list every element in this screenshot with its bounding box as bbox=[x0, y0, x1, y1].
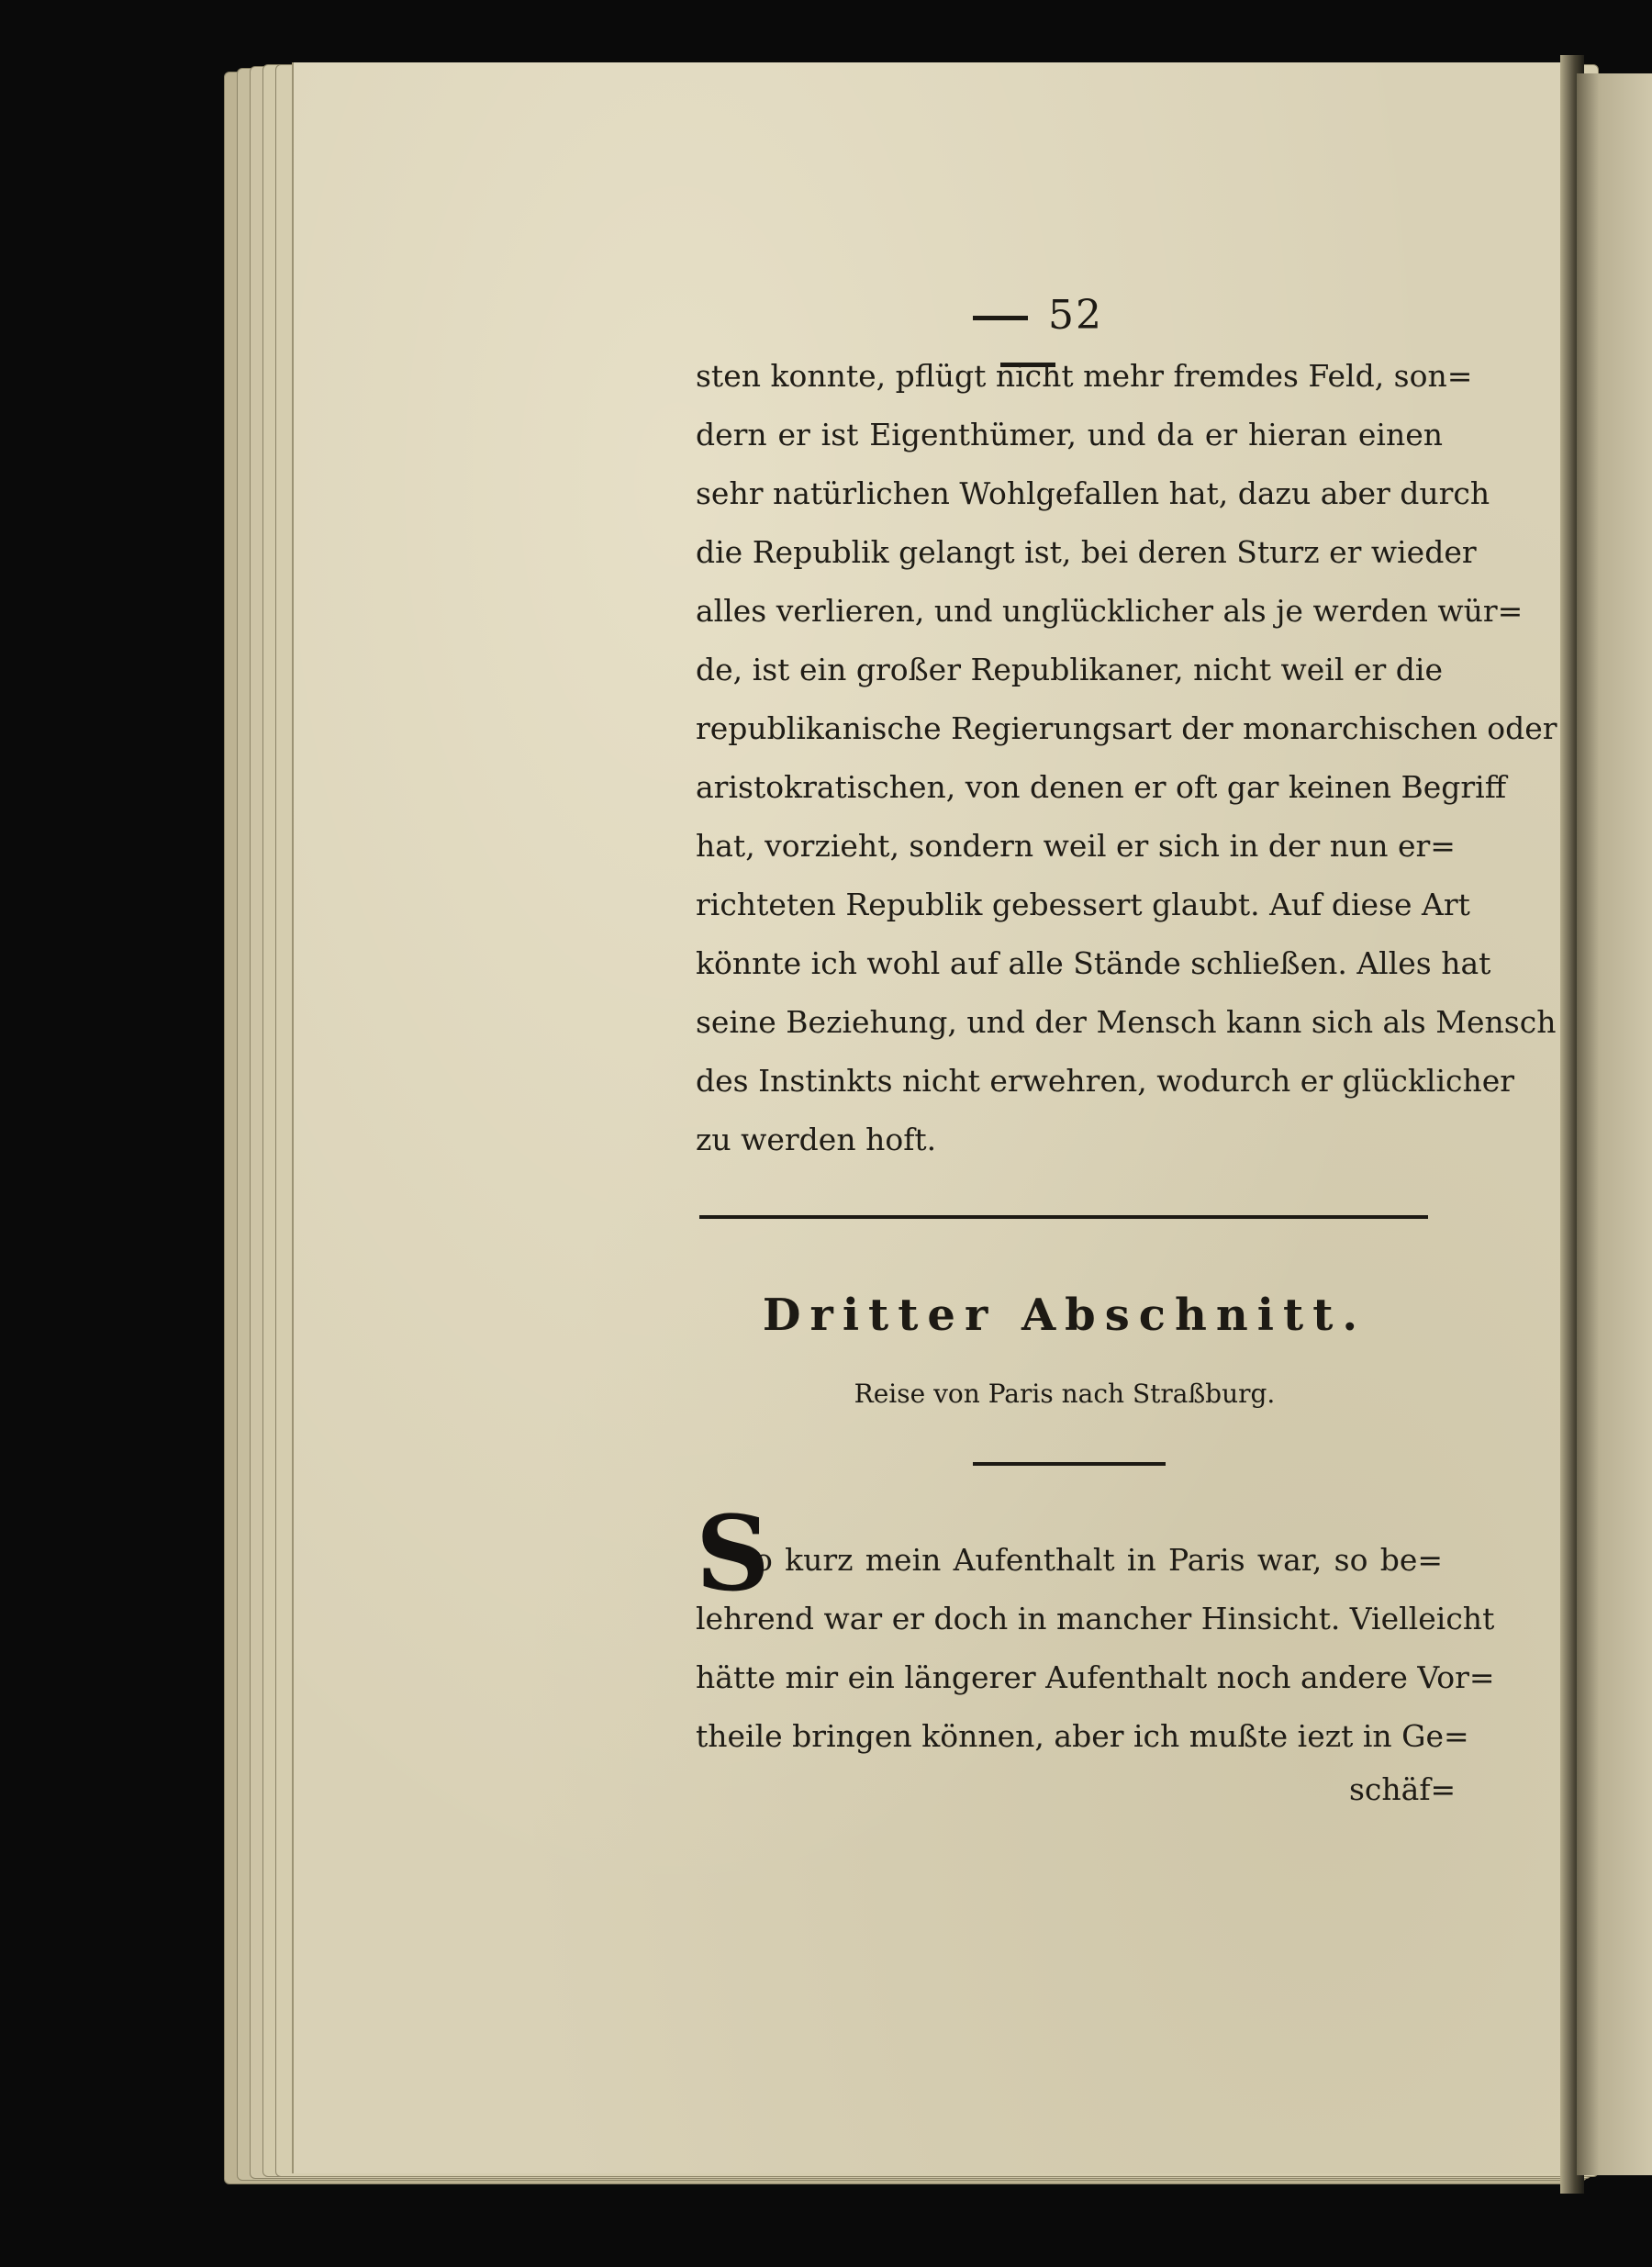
text-line: lehrend war er doch in mancher Hinsicht. Vielleicht bbox=[696, 1601, 1495, 1636]
text-line: die Republik gelangt ist, bei deren Sturz er wieder bbox=[696, 534, 1477, 570]
text-line: theile bringen können, aber ich mußte iezt in Ge= bbox=[696, 1718, 1469, 1754]
text-line: o kurz mein Aufenthalt in Paris war, so be= bbox=[754, 1542, 1443, 1578]
text-line: sehr natürlichen Wohlgefallen hat, dazu aber durch bbox=[696, 475, 1490, 511]
chapter-paragraph bbox=[696, 1494, 1495, 1766]
text-line: richteten Republik gebessert glaubt. Auf diese Art bbox=[696, 887, 1470, 922]
text-line: aristokratischen, von denen er oft gar keinen Begriff bbox=[696, 769, 1507, 805]
text-line: seine Beziehung, und der Mensch kann sich als Mensch bbox=[696, 1004, 1557, 1040]
text-line: hat, vorzieht, sondern weil er sich in der nun er= bbox=[696, 828, 1456, 864]
page-number-value: 52 bbox=[1048, 292, 1103, 339]
text-line: könnte ich wohl auf alle Stände schließen. Alles hat bbox=[696, 945, 1491, 981]
text-line: republikanische Regierungsart der monarchischen oder bbox=[696, 710, 1557, 746]
text-line: de, ist ein großer Republikaner, nicht weil er die bbox=[696, 652, 1443, 687]
paragraph-continued bbox=[696, 347, 1557, 1169]
text-line: dern er ist Eigenthümer, und da er hieran einen bbox=[696, 417, 1443, 452]
subtitle-divider bbox=[973, 1462, 1166, 1466]
text-line: des Instinkts nicht erwehren, wodurch er glücklicher bbox=[696, 1063, 1515, 1099]
text-line: sten konnte, pflügt nicht mehr fremdes Feld, son= bbox=[696, 358, 1473, 394]
text-line: hätte mir ein längerer Aufenthalt noch andere Vor= bbox=[696, 1659, 1495, 1695]
chapter-title: Dritter Abschnitt. bbox=[762, 1290, 1367, 1341]
drop-cap: S bbox=[696, 1494, 770, 1614]
catchword: schäf= bbox=[1349, 1771, 1457, 1807]
chapter-subtitle: Reise von Paris nach Straßburg. bbox=[854, 1379, 1276, 1409]
text-line: zu werden hoft. bbox=[696, 1122, 937, 1157]
text-line: alles verlieren, und unglücklicher als je werden wür= bbox=[696, 593, 1524, 629]
header-dash-left bbox=[973, 316, 1028, 320]
section-divider bbox=[699, 1215, 1428, 1219]
facing-page-edge bbox=[1577, 73, 1652, 2175]
